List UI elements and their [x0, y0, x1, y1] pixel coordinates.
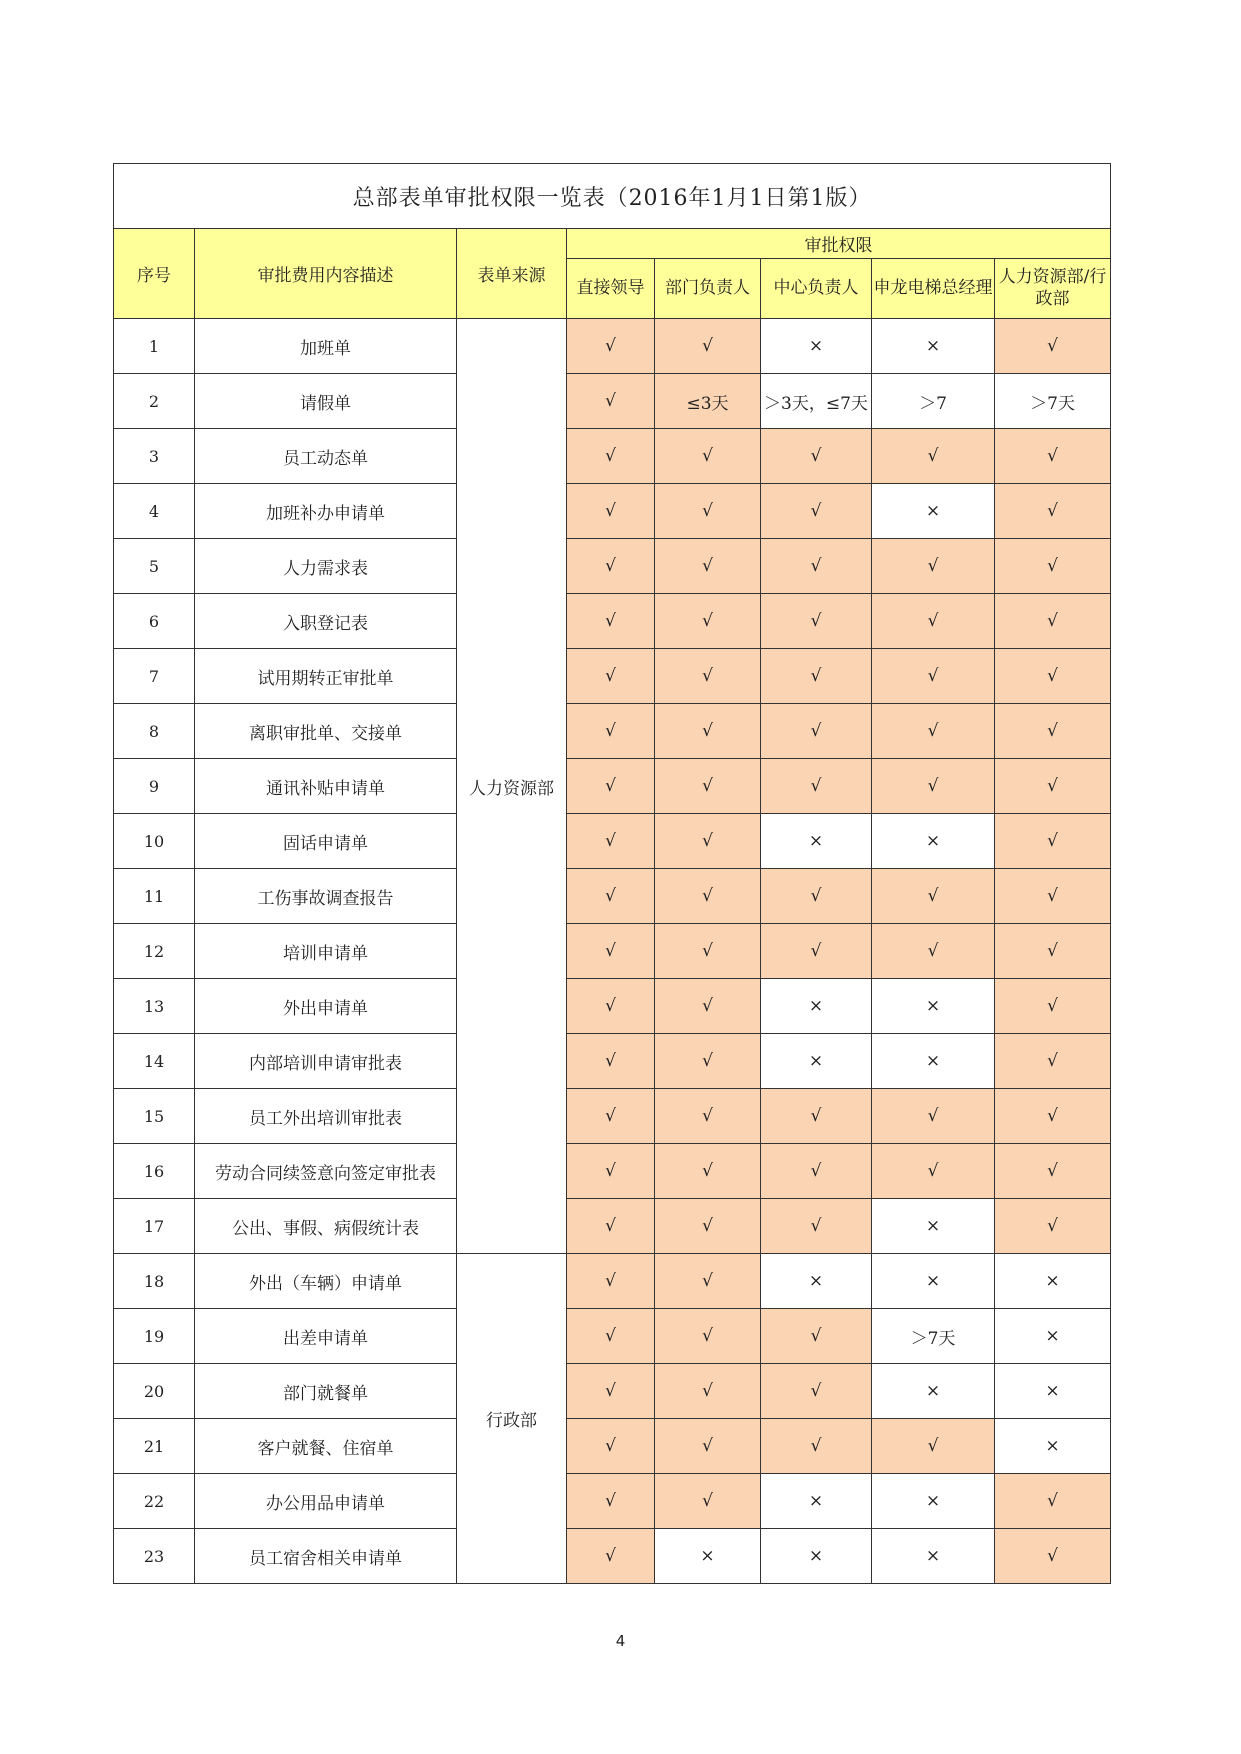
- table-row: [114, 1364, 1111, 1419]
- row-description: 请假单: [195, 374, 457, 429]
- row-description: 员工动态单: [195, 429, 457, 484]
- table-row: [114, 1529, 1111, 1584]
- approval-cell: √: [567, 1364, 655, 1419]
- approval-cell: √: [761, 869, 872, 924]
- approval-cell: √: [872, 704, 995, 759]
- approval-cell: √: [567, 1089, 655, 1144]
- approval-cell: √: [995, 1199, 1111, 1254]
- table-row: [114, 1144, 1111, 1199]
- approval-cell: ×: [872, 814, 995, 869]
- approval-cell: √: [761, 1364, 872, 1419]
- source-department: 人力资源部: [457, 319, 567, 1254]
- approval-cell: √: [761, 1309, 872, 1364]
- approval-cell: √: [872, 869, 995, 924]
- row-number: 12: [114, 924, 195, 979]
- approval-cell: √: [761, 924, 872, 979]
- approval-cell: √: [872, 429, 995, 484]
- table-row: [114, 649, 1111, 704]
- approval-cell: √: [761, 484, 872, 539]
- row-number: 14: [114, 1034, 195, 1089]
- approval-cell: √: [995, 1144, 1111, 1199]
- approval-cell: √: [872, 649, 995, 704]
- row-number: 18: [114, 1254, 195, 1309]
- row-number: 9: [114, 759, 195, 814]
- approval-cell: √: [995, 1034, 1111, 1089]
- approval-cell: √: [655, 319, 761, 374]
- table-row: [114, 869, 1111, 924]
- approval-cell: √: [655, 869, 761, 924]
- approval-cell: √: [567, 1254, 655, 1309]
- row-description: 员工宿舍相关申请单: [195, 1529, 457, 1584]
- approval-cell: ×: [655, 1529, 761, 1584]
- approval-cell: √: [567, 649, 655, 704]
- table-row: [114, 539, 1111, 594]
- table-row: [114, 594, 1111, 649]
- approval-cell: ＞7: [872, 374, 995, 429]
- row-number: 11: [114, 869, 195, 924]
- approval-cell: √: [995, 594, 1111, 649]
- approval-cell: √: [655, 759, 761, 814]
- row-number: 21: [114, 1419, 195, 1474]
- row-description: 劳动合同续签意向签定审批表: [195, 1144, 457, 1199]
- approval-cell: √: [761, 429, 872, 484]
- approval-cell: √: [567, 1419, 655, 1474]
- approval-cell: √: [995, 814, 1111, 869]
- table-row: [114, 1419, 1111, 1474]
- approval-cell: √: [655, 1089, 761, 1144]
- row-description: 外出（车辆）申请单: [195, 1254, 457, 1309]
- approval-cell: √: [567, 1034, 655, 1089]
- approval-cell: √: [761, 1419, 872, 1474]
- row-description: 离职审批单、交接单: [195, 704, 457, 759]
- approval-cell: ×: [872, 1364, 995, 1419]
- approval-cell: √: [995, 1089, 1111, 1144]
- approval-cell: √: [567, 594, 655, 649]
- row-number: 20: [114, 1364, 195, 1419]
- approval-cell: √: [655, 429, 761, 484]
- approval-cell: √: [655, 539, 761, 594]
- approval-cell: ≤3天: [655, 374, 761, 429]
- table-row: [114, 319, 1111, 374]
- approval-cell: √: [872, 759, 995, 814]
- approval-cell: √: [995, 429, 1111, 484]
- approval-cell: ×: [872, 1474, 995, 1529]
- header-approver: 申龙电梯总经理: [872, 259, 995, 319]
- row-number: 8: [114, 704, 195, 759]
- approval-table: [113, 163, 1111, 1584]
- approval-cell: √: [655, 1419, 761, 1474]
- row-description: 培训申请单: [195, 924, 457, 979]
- approval-cell: √: [567, 319, 655, 374]
- approval-cell: √: [655, 924, 761, 979]
- approval-cell: √: [567, 429, 655, 484]
- table-row: [114, 1034, 1111, 1089]
- approval-cell: √: [872, 594, 995, 649]
- approval-cell: √: [995, 1529, 1111, 1584]
- approval-cell: √: [655, 814, 761, 869]
- table-body: [114, 319, 1111, 1584]
- table-row: [114, 1254, 1111, 1309]
- approval-cell: ×: [872, 1254, 995, 1309]
- row-number: 15: [114, 1089, 195, 1144]
- approval-cell: ＞3天，≤7天: [761, 374, 872, 429]
- approval-cell: √: [655, 979, 761, 1034]
- approval-cell: √: [995, 704, 1111, 759]
- row-description: 入职登记表: [195, 594, 457, 649]
- page-number: 4: [615, 1632, 626, 1650]
- row-number: 10: [114, 814, 195, 869]
- header-approver: 中心负责人: [761, 259, 872, 319]
- row-description: 公出、事假、病假统计表: [195, 1199, 457, 1254]
- approval-cell: √: [655, 649, 761, 704]
- row-description: 出差申请单: [195, 1309, 457, 1364]
- approval-cell: ×: [872, 979, 995, 1034]
- approval-cell: √: [567, 374, 655, 429]
- approval-cell: √: [995, 319, 1111, 374]
- approval-cell: √: [567, 869, 655, 924]
- table-row: [114, 924, 1111, 979]
- approval-cell: √: [655, 484, 761, 539]
- approval-cell: ×: [872, 319, 995, 374]
- approval-cell: √: [995, 484, 1111, 539]
- approval-cell: √: [655, 1364, 761, 1419]
- approval-cell: √: [761, 539, 872, 594]
- approval-cell: √: [655, 1254, 761, 1309]
- approval-cell: √: [872, 539, 995, 594]
- approval-cell: ×: [872, 1034, 995, 1089]
- row-description: 加班单: [195, 319, 457, 374]
- row-number: 2: [114, 374, 195, 429]
- approval-cell: √: [761, 1199, 872, 1254]
- approval-cell: ＞7天: [995, 374, 1111, 429]
- row-description: 人力需求表: [195, 539, 457, 594]
- approval-cell: ×: [761, 979, 872, 1034]
- approval-cell: √: [872, 924, 995, 979]
- approval-cell: √: [567, 1529, 655, 1584]
- approval-cell: √: [655, 1474, 761, 1529]
- table-row: [114, 484, 1111, 539]
- header-approver: 直接领导: [567, 259, 655, 319]
- source-department: 行政部: [457, 1254, 567, 1584]
- header-source: 表单来源: [457, 229, 567, 319]
- table-row: [114, 429, 1111, 484]
- approval-cell: ×: [761, 1034, 872, 1089]
- row-description: 通讯补贴申请单: [195, 759, 457, 814]
- row-number: 23: [114, 1529, 195, 1584]
- approval-cell: ×: [761, 1474, 872, 1529]
- row-number: 19: [114, 1309, 195, 1364]
- approval-cell: √: [567, 484, 655, 539]
- row-number: 4: [114, 484, 195, 539]
- approval-cell: ×: [761, 814, 872, 869]
- approval-cell: √: [995, 924, 1111, 979]
- approval-cell: √: [995, 539, 1111, 594]
- table-title: 总部表单审批权限一览表（2016年1月1日第1版）: [114, 164, 1111, 229]
- approval-cell: ×: [761, 1254, 872, 1309]
- approval-cell: ×: [761, 1529, 872, 1584]
- approval-cell: √: [761, 594, 872, 649]
- approval-cell: ×: [995, 1364, 1111, 1419]
- table-row: [114, 1474, 1111, 1529]
- row-description: 内部培训申请审批表: [195, 1034, 457, 1089]
- row-description: 试用期转正审批单: [195, 649, 457, 704]
- approval-cell: √: [655, 1144, 761, 1199]
- table-row: [114, 374, 1111, 429]
- approval-cell: √: [655, 704, 761, 759]
- approval-cell: ×: [872, 1199, 995, 1254]
- row-number: 16: [114, 1144, 195, 1199]
- approval-cell: √: [995, 1474, 1111, 1529]
- approval-cell: √: [567, 1309, 655, 1364]
- row-description: 外出申请单: [195, 979, 457, 1034]
- approval-cell: √: [655, 1309, 761, 1364]
- header-approver: 部门负责人: [655, 259, 761, 319]
- row-number: 6: [114, 594, 195, 649]
- approval-cell: √: [761, 1144, 872, 1199]
- approval-cell: √: [655, 1199, 761, 1254]
- table-row: [114, 814, 1111, 869]
- row-number: 17: [114, 1199, 195, 1254]
- approval-cell: ×: [872, 484, 995, 539]
- approval-cell: √: [567, 1199, 655, 1254]
- approval-cell: ×: [872, 1529, 995, 1584]
- approval-cell: √: [567, 539, 655, 594]
- approval-cell: √: [655, 594, 761, 649]
- approval-cell: ×: [995, 1309, 1111, 1364]
- row-description: 固话申请单: [195, 814, 457, 869]
- row-description: 部门就餐单: [195, 1364, 457, 1419]
- header-desc: 审批费用内容描述: [195, 229, 457, 319]
- row-number: 13: [114, 979, 195, 1034]
- approval-cell: √: [567, 924, 655, 979]
- table-row: [114, 759, 1111, 814]
- approval-cell: √: [995, 979, 1111, 1034]
- approval-cell: √: [995, 759, 1111, 814]
- approval-cell: √: [567, 814, 655, 869]
- table-row: [114, 1089, 1111, 1144]
- table-row: [114, 979, 1111, 1034]
- approval-cell: √: [567, 1144, 655, 1199]
- approval-cell: √: [567, 759, 655, 814]
- approval-cell: √: [655, 1034, 761, 1089]
- approval-cell: √: [761, 649, 872, 704]
- row-description: 加班补办申请单: [195, 484, 457, 539]
- row-description: 员工外出培训审批表: [195, 1089, 457, 1144]
- approval-cell: ＞7天: [872, 1309, 995, 1364]
- approval-cell: ×: [995, 1254, 1111, 1309]
- table-row: [114, 704, 1111, 759]
- approval-cell: √: [761, 704, 872, 759]
- approval-cell: ×: [761, 319, 872, 374]
- row-number: 5: [114, 539, 195, 594]
- approval-cell: √: [761, 759, 872, 814]
- header-no: 序号: [114, 229, 195, 319]
- approval-cell: ×: [995, 1419, 1111, 1474]
- table-row: [114, 1199, 1111, 1254]
- header-approval-group: 审批权限: [567, 229, 1111, 259]
- header-approver: 人力资源部/行政部: [995, 259, 1111, 319]
- row-number: 22: [114, 1474, 195, 1529]
- approval-cell: √: [995, 869, 1111, 924]
- approval-cell: √: [761, 1089, 872, 1144]
- row-number: 7: [114, 649, 195, 704]
- approval-cell: √: [567, 704, 655, 759]
- row-number: 3: [114, 429, 195, 484]
- approval-cell: √: [872, 1089, 995, 1144]
- approval-cell: √: [872, 1419, 995, 1474]
- row-description: 客户就餐、住宿单: [195, 1419, 457, 1474]
- approval-cell: √: [567, 1474, 655, 1529]
- approval-cell: √: [567, 979, 655, 1034]
- row-description: 办公用品申请单: [195, 1474, 457, 1529]
- table-row: [114, 1309, 1111, 1364]
- row-description: 工伤事故调查报告: [195, 869, 457, 924]
- row-number: 1: [114, 319, 195, 374]
- approval-cell: √: [872, 1144, 995, 1199]
- approval-cell: √: [995, 649, 1111, 704]
